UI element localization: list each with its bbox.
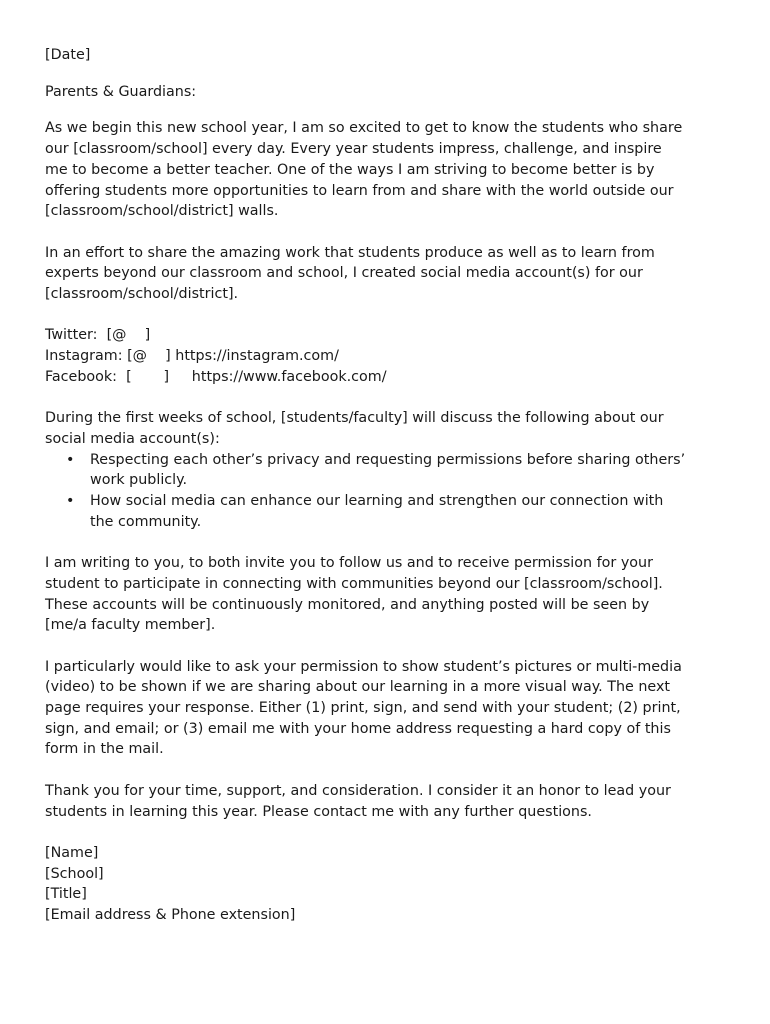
list-item-line: Respecting each other’s privacy and requesting permissions before sharing others’ bbox=[90, 451, 686, 468]
greeting-text: Parents & Guardians: bbox=[45, 83, 197, 100]
signature-title: [Title] bbox=[45, 886, 87, 903]
effort-paragraph bbox=[45, 243, 730, 305]
facebook-account: Facebook: [ ] https://www.facebook.com/ bbox=[45, 368, 387, 385]
paragraph-line: offering students more opportunities to learn from and share with the world outside our bbox=[45, 182, 674, 199]
paragraph-line: [classroom/school/district]. bbox=[45, 286, 239, 303]
signature-name: [Name] bbox=[45, 844, 99, 861]
paragraph-line: In an effort to share the amazing work that students produce as well as to learn from bbox=[45, 244, 655, 261]
paragraph-line: page requires your response. Either (1) print, sign, and send with your student; (2) print, bbox=[45, 700, 681, 717]
paragraph-line: I am writing to you, to both invite you to follow us and to receive permission for your bbox=[45, 555, 653, 572]
paragraph-line: [classroom/school/district] walls. bbox=[45, 203, 279, 220]
greeting bbox=[45, 82, 730, 103]
list-item bbox=[45, 491, 730, 532]
signature-block bbox=[45, 843, 730, 926]
discuss-paragraph bbox=[45, 408, 730, 449]
spacer bbox=[45, 532, 730, 553]
twitter-account: Twitter: [@ ] bbox=[45, 327, 151, 344]
paragraph-line: (video) to be shown if we are sharing about our learning in a more visual way. The next bbox=[45, 679, 671, 696]
paragraph-line: These accounts will be continuously monitored, and anything posted will be seen by bbox=[45, 596, 650, 613]
thanks-paragraph bbox=[45, 781, 730, 822]
instagram-account: Instagram: [@ ] https://instagram.com/ bbox=[45, 348, 339, 365]
paragraph-line: student to participate in connecting with communities beyond our [classroom/school]. bbox=[45, 575, 663, 592]
paragraph-line: [me/a faculty member]. bbox=[45, 617, 216, 634]
paragraph-line: our [classroom/school] every day. Every year students impress, challenge, and inspire bbox=[45, 141, 662, 158]
intro-paragraph bbox=[45, 118, 730, 222]
spacer bbox=[45, 822, 730, 843]
permission-paragraph bbox=[45, 657, 730, 761]
spacer bbox=[45, 222, 730, 243]
paragraph-line: social media account(s): bbox=[45, 430, 220, 447]
discussion-list bbox=[45, 450, 730, 533]
paragraph-line: Thank you for your time, support, and consideration. I consider it an honor to lead your bbox=[45, 782, 671, 799]
spacer bbox=[45, 760, 730, 781]
spacer bbox=[45, 305, 730, 326]
paragraph-line: students in learning this year. Please contact me with any further questions. bbox=[45, 803, 592, 820]
writing-paragraph bbox=[45, 553, 730, 636]
signature-contact: [Email address & Phone extension] bbox=[45, 907, 296, 924]
bullet-icon: • bbox=[66, 493, 75, 510]
spacer bbox=[45, 388, 730, 409]
paragraph-line: form in the mail. bbox=[45, 741, 164, 758]
paragraph-line: I particularly would like to ask your permission to show student’s pictures or multi-media bbox=[45, 658, 682, 675]
paragraph-line: me to become a better teacher. One of the ways I am striving to become better is by bbox=[45, 161, 655, 178]
bullet-icon: • bbox=[66, 451, 75, 468]
signature-school: [School] bbox=[45, 865, 104, 882]
date-line bbox=[45, 45, 730, 66]
paragraph-line: During the first weeks of school, [students/faculty] will discuss the following about our bbox=[45, 410, 664, 427]
list-item-line: work publicly. bbox=[90, 472, 188, 489]
list-item-line: the community. bbox=[90, 513, 202, 530]
paragraph-line: experts beyond our classroom and school, I created social media account(s) for our bbox=[45, 265, 643, 282]
list-item-line: How social media can enhance our learning and strengthen our connection with bbox=[90, 493, 664, 510]
paragraph-line: sign, and email; or (3) email me with your home address requesting a hard copy of this bbox=[45, 720, 671, 737]
social-accounts bbox=[45, 325, 730, 387]
list-item bbox=[45, 450, 730, 491]
paragraph-line: As we begin this new school year, I am so excited to get to know the students who share bbox=[45, 120, 683, 137]
date-text: [Date] bbox=[45, 47, 91, 63]
spacer bbox=[45, 636, 730, 657]
